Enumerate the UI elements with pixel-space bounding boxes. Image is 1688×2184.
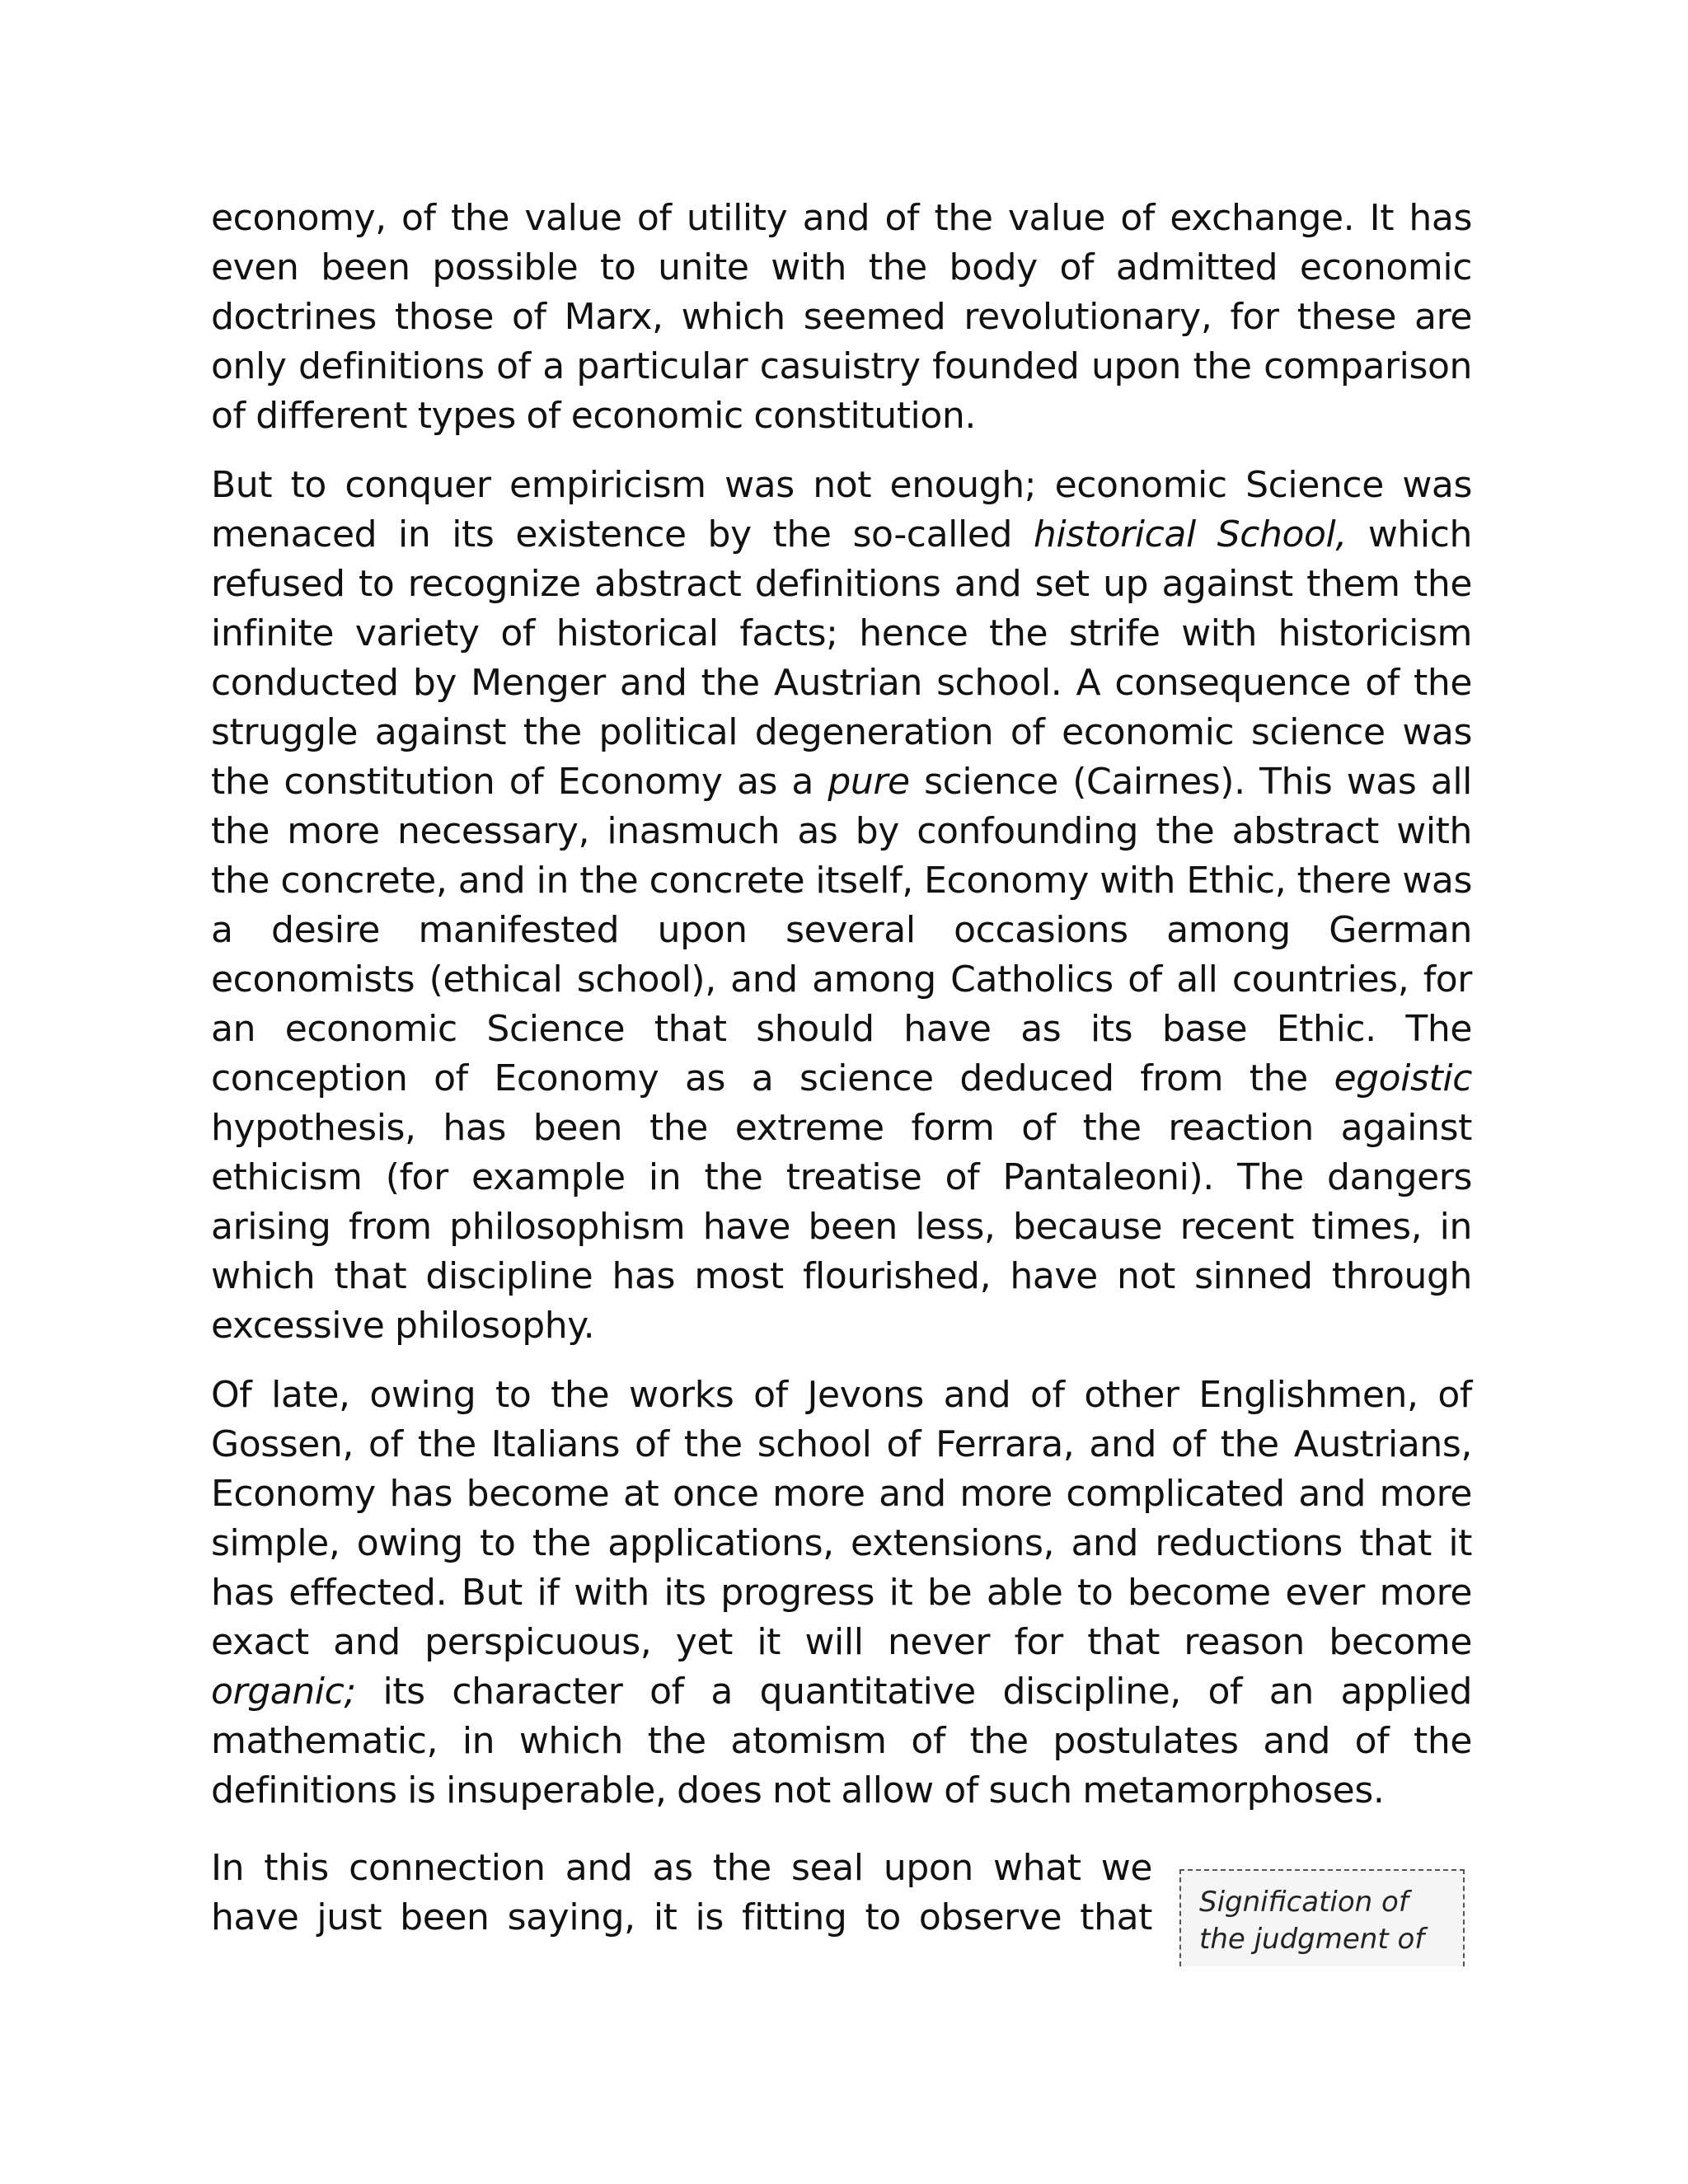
paragraph-1-text: economy, of the value of utility and of the value of exchange. It has even been possible to unite with the body of admitted economic doctrines those of Marx, which seemed revolutionary, for these are only definitions of a particular casuistry founded upon the comparison of different types of economic constitution. <box>211 197 1472 437</box>
paragraph-1 <box>211 194 1472 441</box>
italic-egoistic: egoistic <box>1334 1057 1472 1099</box>
margin-note-line-1: Signification of <box>1199 1886 1409 1919</box>
body-text <box>211 194 1472 1835</box>
paragraph-2-text: science (Cairnes). This was all the more necessary, inasmuch as by confounding the abstract with the concrete, and in the concrete itself, Economy with Ethic, there was a desire manifested upon several occasions among German economists (ethical school), and among Catholics of all countries, for an economic Science that should have as its base Ethic. The conception of Economy as a science deduced from the <box>211 761 1472 1099</box>
paragraph-2 <box>211 461 1472 1351</box>
italic-pure: pure <box>828 761 910 803</box>
paragraph-2-text: which refused to recognize abstract definitions and set up against them the infinite variety of historical facts; hence the strife with historicism conducted by Menger and the Austrian school. A consequence of the struggle against the political degeneration of economic science was the constitution of Economy as a <box>211 513 1473 803</box>
paragraph-2-text: hypothesis, has been the extreme form of the reaction against ethicism (for example in the treatise of Pantaleoni). The dangers arising from philosophism have been less, because recent times, in which that discipline has most flourished, have not sinned through excessive philosophy. <box>211 1107 1472 1347</box>
paragraph-2-text: But to conquer empiricism was not enough; economic Science was menaced in its existence by the so-called <box>211 464 1472 555</box>
margin-note <box>1179 1869 1465 1966</box>
italic-organic: organic; <box>211 1671 356 1713</box>
paragraph-3-text: its character of a quantitative discipline, of an applied mathematic, in which the atomism of the postulates and of the definitions is insuperable, does not allow of such metamorphoses. <box>211 1671 1472 1811</box>
margin-note-line-2: the judgment of <box>1199 1923 1425 1956</box>
italic-historical-school: historical School, <box>1033 513 1347 555</box>
paragraph-4: In this connection and as the seal upon what we have just been saying, it is fitting to observe that <box>211 1847 1152 1938</box>
paragraph-3 <box>211 1371 1472 1816</box>
paragraph-3-text: Of late, owing to the works of Jevons and of other Englishmen, of Gossen, of the Italians of the school of Ferrara, and of the Austrians, Economy has become at once more and more complicated and more simple, owing to the applications, extensions, and reductions that it has effected. But if with its progress it be able to become ever more exact and perspicuous, yet it will never for that reason become <box>211 1374 1472 1663</box>
